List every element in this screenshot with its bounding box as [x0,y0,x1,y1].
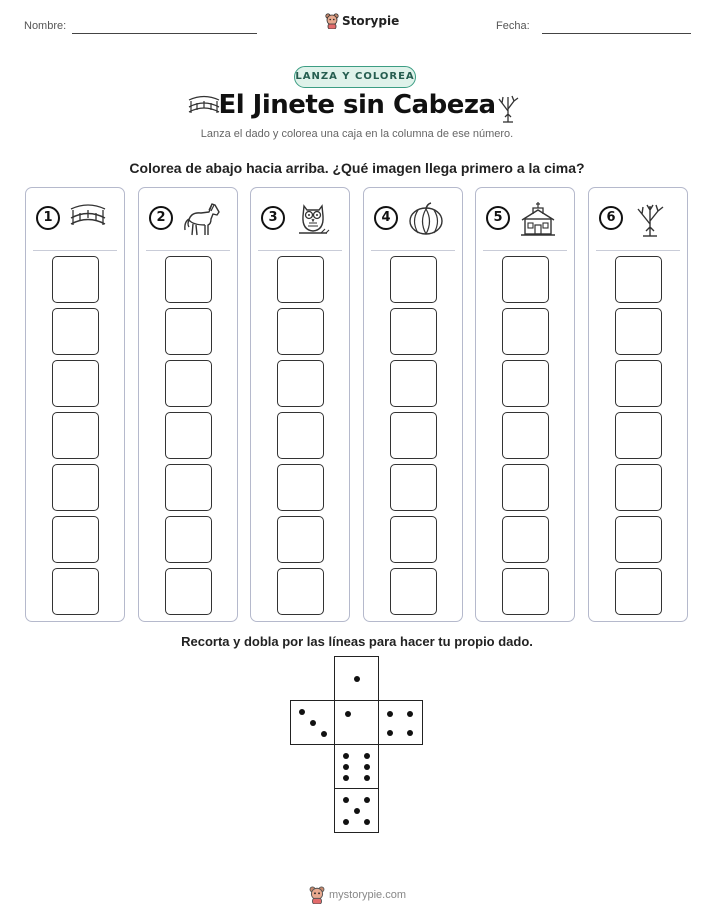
activity-badge: LANZA Y COLOREA [294,66,416,88]
die-face-1 [334,700,379,745]
die-face-5 [334,788,379,833]
color-box[interactable] [52,412,99,459]
date-label: Fecha: [496,20,530,32]
bare-tree-icon [631,200,669,238]
page-title: El Jinete sin Cabeza [218,90,496,120]
die-face-6 [334,744,379,789]
die-face-1 [334,656,379,701]
subtitle: Lanza el dado y colorea una caja en la columna de ese número. [200,128,514,140]
color-box[interactable] [502,464,549,511]
storypie-logo: Storypie [325,13,399,29]
pip [321,731,327,737]
color-box[interactable] [52,308,99,355]
pip [354,676,360,682]
cut-instruction: Recorta y dobla por las líneas para hacer tu propio dado. [181,634,533,649]
column-1 [25,187,125,622]
color-box[interactable] [277,464,324,511]
column-header [476,188,574,250]
color-box[interactable] [390,464,437,511]
pip [387,711,393,717]
color-box[interactable] [277,360,324,407]
color-box[interactable] [390,308,437,355]
color-box[interactable] [277,568,324,615]
column-header [251,188,349,250]
pip [354,808,360,814]
name-line [72,33,257,34]
color-box[interactable] [165,412,212,459]
date-line [542,33,691,34]
color-box[interactable] [165,516,212,563]
color-box[interactable] [615,464,662,511]
horse-icon [181,200,223,238]
schoolhouse-icon [518,200,558,238]
column-5 [475,187,575,622]
column-header [139,188,237,250]
column-3 [250,187,350,622]
color-box[interactable] [52,464,99,511]
color-box[interactable] [165,256,212,303]
color-box[interactable] [502,412,549,459]
column-number: 5 [486,206,510,230]
column-divider [258,250,342,251]
color-box[interactable] [277,256,324,303]
color-box[interactable] [165,464,212,511]
column-6 [588,187,688,622]
color-box[interactable] [277,412,324,459]
color-box[interactable] [502,360,549,407]
color-box[interactable] [502,516,549,563]
pip [364,764,370,770]
color-box[interactable] [165,360,212,407]
pip [310,720,316,726]
column-divider [371,250,455,251]
color-box[interactable] [502,308,549,355]
pip [343,819,349,825]
color-box[interactable] [277,308,324,355]
color-box[interactable] [615,308,662,355]
bare-tree-icon [494,93,522,123]
pip [343,797,349,803]
bear-mascot-icon [325,13,339,29]
coloring-instruction: Colorea de abajo hacia arriba. ¿Qué imagen llega primero a la cima? [129,160,585,176]
column-number: 3 [261,206,285,230]
color-box[interactable] [390,360,437,407]
footer-url: mystorypie.com [329,889,407,901]
column-header [26,188,124,250]
column-divider [33,250,117,251]
color-box[interactable] [615,412,662,459]
column-divider [146,250,230,251]
pumpkin-icon [406,200,446,238]
name-label: Nombre: [24,20,67,32]
column-number: 4 [374,206,398,230]
pip [407,711,413,717]
pip [364,753,370,759]
pip [387,730,393,736]
color-box[interactable] [52,360,99,407]
column-header [364,188,462,250]
bear-mascot-icon [309,886,325,904]
pip [345,711,351,717]
color-box[interactable] [277,516,324,563]
die-face-4 [378,700,423,745]
column-2 [138,187,238,622]
color-box[interactable] [165,308,212,355]
color-box[interactable] [52,568,99,615]
column-number: 6 [599,206,623,230]
color-box[interactable] [502,256,549,303]
owl-icon [293,200,333,238]
color-box[interactable] [615,256,662,303]
color-box[interactable] [390,568,437,615]
pip [407,730,413,736]
color-box[interactable] [165,568,212,615]
footer [309,886,406,904]
column-divider [596,250,680,251]
color-box[interactable] [390,516,437,563]
color-box[interactable] [615,568,662,615]
pip [343,753,349,759]
color-box[interactable] [390,256,437,303]
pip [343,764,349,770]
color-box[interactable] [390,412,437,459]
pip [343,775,349,781]
column-4 [363,187,463,622]
pip [364,819,370,825]
column-number: 2 [149,206,173,230]
pip [364,797,370,803]
color-box[interactable] [52,516,99,563]
column-number: 1 [36,206,60,230]
color-box[interactable] [52,256,99,303]
color-box[interactable] [615,516,662,563]
color-box[interactable] [502,568,549,615]
column-divider [483,250,567,251]
column-header [589,188,687,250]
bridge-icon [68,200,108,234]
die-face-3 [290,700,335,745]
color-box[interactable] [615,360,662,407]
pip [364,775,370,781]
pip [299,709,305,715]
